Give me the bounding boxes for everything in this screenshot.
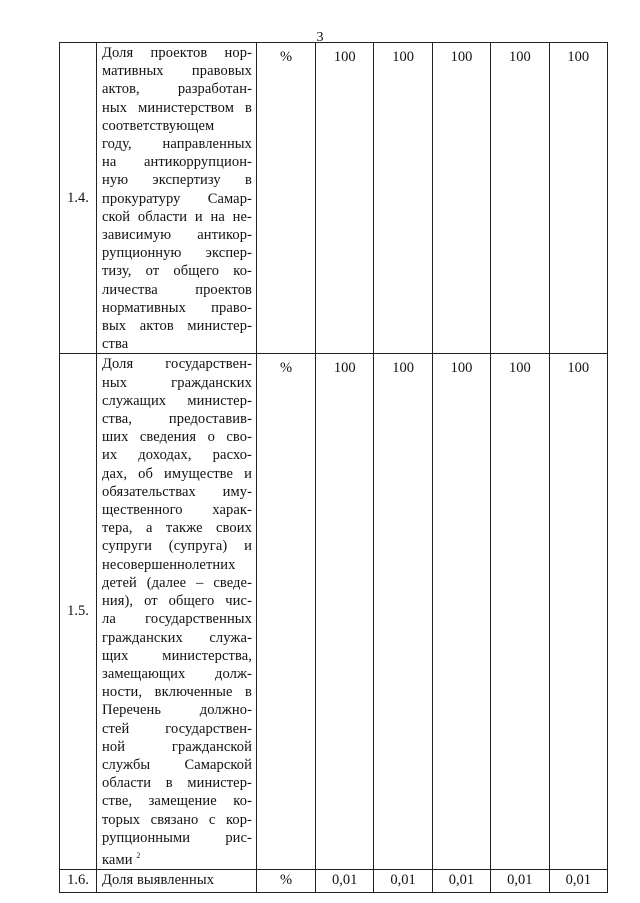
indicator-name-line: торых связано с кор- (102, 811, 252, 828)
indicator-name-line: щественного харак- (102, 502, 252, 519)
indicator-name-line: рупционными рис- (102, 829, 252, 846)
indicator-name-line: несовершеннолетних (102, 556, 236, 573)
indicator-name-line: службы Самарской (102, 756, 252, 773)
indicator-name-line: ную экспертизу в (102, 172, 252, 189)
indicator-name-line: супруги (супруга) и (102, 538, 252, 555)
indicator-name-line: ской области и на не- (102, 208, 252, 225)
indicator-name-line: щих министерства, (102, 647, 252, 664)
value-cell: 100 (549, 43, 607, 354)
footnote-marker: 2 (136, 850, 141, 860)
value-cell: 100 (374, 43, 432, 354)
indicator-name-line: ства, предоставив- (102, 411, 252, 428)
value-cell: 100 (374, 354, 432, 870)
table-row (60, 43, 608, 354)
indicator-name-line: тизу, от общего ко- (102, 263, 252, 280)
table-row (60, 869, 608, 892)
indicator-name-line: ла государственных (102, 611, 252, 628)
indicator-name-line: гражданских служа- (102, 629, 252, 646)
indicator-name-line: ния), от общего чис- (102, 593, 252, 610)
indicators-table (59, 42, 608, 893)
indicator-name (97, 43, 257, 354)
value-cell: 0,01 (549, 869, 607, 892)
unit-cell: % (257, 869, 316, 892)
indicator-name-line: служащих министер- (102, 392, 252, 409)
indicator-name-line: актов, разработан- (102, 81, 252, 98)
indicator-name-line: соответствующем (102, 117, 215, 134)
indicator-name-line: детей (далее – сведе- (102, 574, 252, 591)
row-number: 1.4. (60, 43, 97, 354)
unit-cell: % (257, 43, 316, 354)
indicator-name-line: Доля выявленных (102, 871, 215, 888)
indicator-name-line: области в министер- (102, 775, 252, 792)
value-cell: 0,01 (316, 869, 374, 892)
indicator-name-line: ных министерством в (102, 99, 252, 116)
indicator-name-line: ности, включенные в (102, 684, 252, 701)
indicator-name (97, 869, 257, 892)
indicator-name-line: ства (102, 336, 129, 353)
indicator-name-line: на антикоррупцион- (102, 154, 252, 171)
value-cell: 100 (549, 354, 607, 870)
indicator-name-line: Доля государствен- (102, 356, 252, 373)
indicator-name-line: стей государствен- (102, 720, 252, 737)
indicator-name-line: обязательствах иму- (102, 483, 252, 500)
indicator-name-line: личества проектов (102, 281, 252, 298)
indicator-name-line: их доходах, расхо- (102, 447, 252, 464)
indicator-name-line: ших сведения о сво- (102, 429, 252, 446)
indicator-name-line: Перечень должно- (102, 702, 252, 719)
indicator-name-line: ной гражданской (102, 738, 252, 755)
table-row (60, 354, 608, 870)
indicator-name-line: ных гражданских (102, 374, 252, 391)
indicator-name-line: стве, замещение ко- (102, 793, 252, 810)
indicator-name-line: Доля проектов нор- (102, 45, 252, 61)
indicator-name-line: дах, об имуществе и (102, 465, 252, 482)
value-cell: 0,01 (432, 869, 490, 892)
unit-cell: % (257, 354, 316, 870)
indicator-name-line (102, 847, 252, 869)
value-cell: 100 (432, 43, 490, 354)
indicator-name-line-text: ками (102, 851, 133, 868)
value-cell: 100 (432, 354, 490, 870)
indicator-name-line: тера, а также своих (102, 520, 252, 537)
value-cell: 0,01 (374, 869, 432, 892)
value-cell: 100 (316, 43, 374, 354)
value-cell: 100 (491, 43, 549, 354)
indicator-name-line: году, направленных (102, 136, 252, 153)
indicator-name-line: мативных правовых (102, 63, 252, 80)
value-cell: 100 (491, 354, 549, 870)
page-number: 3 (316, 30, 324, 45)
value-cell: 0,01 (491, 869, 549, 892)
indicator-name-line: зависимую антикор- (102, 227, 252, 244)
indicator-name-line: вых актов министер- (102, 318, 252, 335)
row-number: 1.5. (60, 354, 97, 870)
indicator-name-line: рупционную экспер- (102, 245, 252, 262)
indicator-name-line: прокуратуру Самар- (102, 190, 252, 207)
value-cell: 100 (316, 354, 374, 870)
indicator-name (97, 354, 257, 870)
indicator-name-line: нормативных право- (102, 299, 252, 316)
indicator-name-line: замещающих долж- (102, 665, 252, 682)
row-number: 1.6. (60, 869, 97, 892)
indicators-table-body (60, 43, 608, 893)
